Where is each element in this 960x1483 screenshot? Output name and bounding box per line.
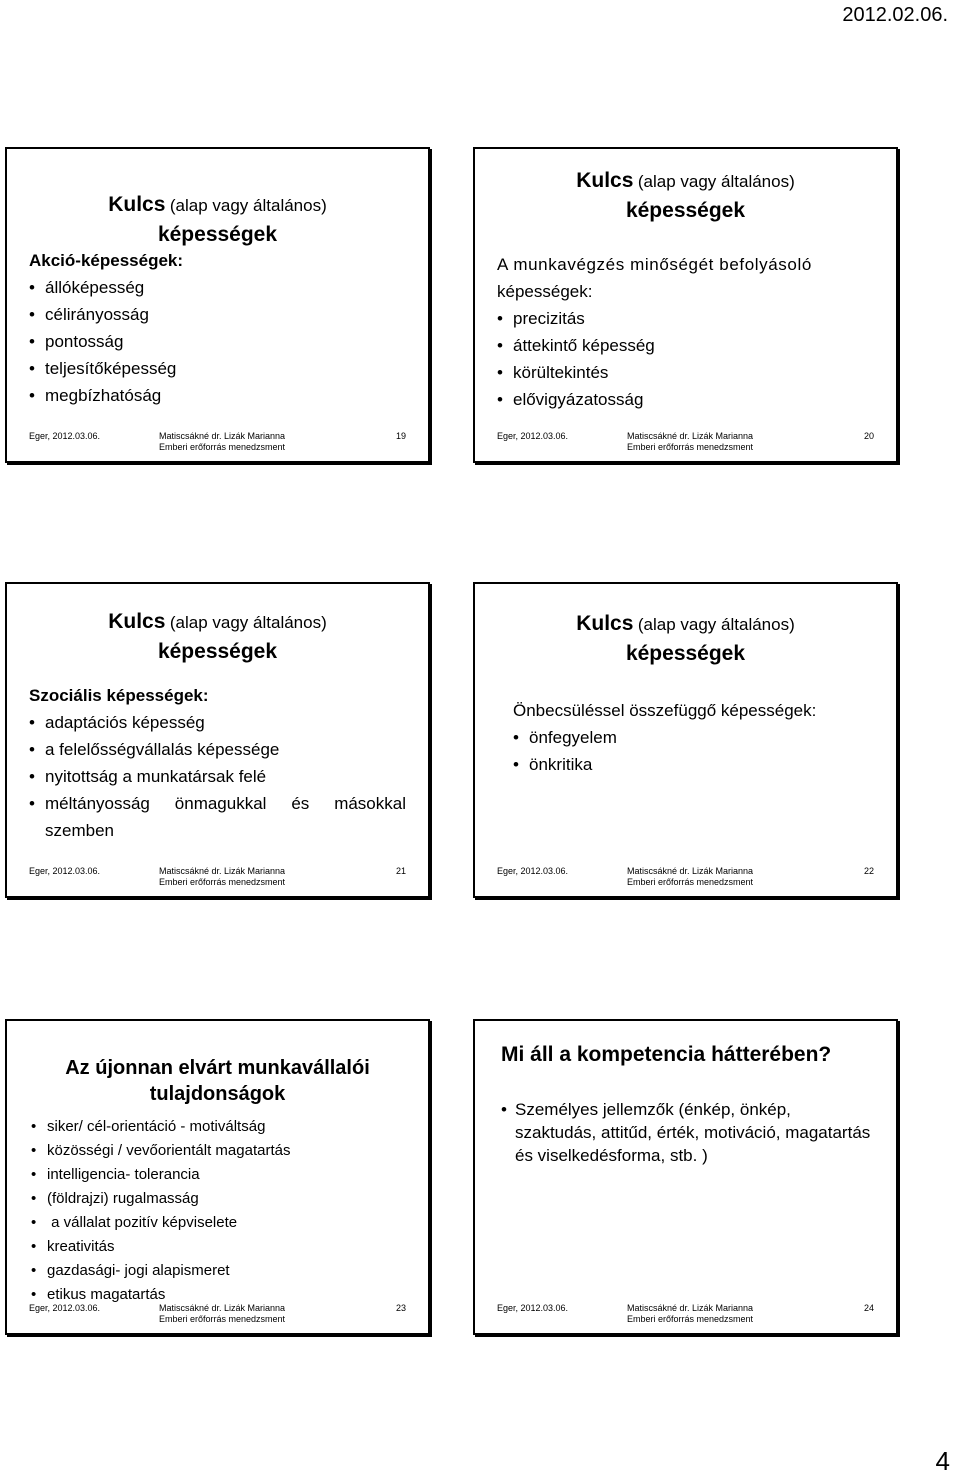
slide-footer [29,1303,406,1327]
footer-date: Eger, 2012.03.06. [497,1303,569,1313]
list-item: • precizitás [497,309,585,328]
slide-intro-cont: képességek: [497,282,593,301]
title-main: Kulcs [108,610,166,633]
slide-title: Mi áll a kompetencia hátterében? [501,1043,832,1066]
title-line2: képességek [157,223,278,246]
list-item: • körültekintés [497,363,609,382]
slide-content [501,1098,874,1167]
list-item: • pontosság [29,332,124,351]
list-item: • adaptációs képesség [29,713,205,732]
bullet-list [501,1098,874,1167]
slide-23 [5,1019,430,1335]
title-sub: (alap vagy általános) [169,613,327,632]
footer-date: Eger, 2012.03.06. [29,431,101,441]
title-sub: (alap vagy általános) [169,196,327,215]
bullet-list [29,709,406,844]
slide-24 [473,1019,898,1335]
title-main: Kulcs [576,169,634,192]
slide-footer [497,431,874,455]
list-item: • a vállalat pozitív képviselete [31,1214,238,1231]
list-item: • gazdasági- jogi alapismeret [31,1262,230,1279]
title-main: Kulcs [108,193,166,216]
list-item: • teljesítőképesség [29,359,177,378]
list-item: • a felelősségvállalás képessége [29,740,280,759]
slide-content [29,247,406,409]
list-item: • önfegyelem [513,728,617,747]
slide-21 [5,582,430,898]
slide-content [513,697,874,778]
list-item: • önkritika [513,755,593,774]
slide-intro: Szociális képességek: [29,686,209,705]
bullet-list [513,724,874,778]
slide-content [29,682,406,844]
slide-number: 22 [863,866,874,876]
bullet-list [31,1115,406,1307]
title-line2: képességek [157,640,278,663]
slide-20 [473,147,898,463]
slide-content [497,251,874,413]
slide-footer [29,866,406,890]
slide-number: 24 [863,1303,874,1313]
slide-number: 20 [863,431,874,441]
slide-title [495,610,876,668]
slide-number: 23 [395,1303,406,1313]
title-line2: képességek [625,199,746,222]
slide-footer [497,866,874,890]
footer-date: Eger, 2012.03.06. [29,866,101,876]
slide-number: 21 [395,866,406,876]
footer-author: Matiscsákné dr. Lizák Marianna Emberi erőforrás menedzsment [159,431,286,452]
slide-intro: Akció-képességek: [29,251,184,270]
list-item: • Személyes jellemzők (énkép, önkép, szaktudás, attitűd, érték, motiváció, magatartás és viselkedésforma, stb. ) [501,1100,871,1165]
list-item: • intelligencia- tolerancia [31,1166,200,1183]
list-item: • közösségi / vevőorientált magatartás [31,1142,291,1159]
title-line1: Az újonnan elvárt munkavállalói [65,1057,370,1079]
footer-author: Matiscsákné dr. Lizák Marianna Emberi erőforrás menedzsment [627,866,754,887]
list-item: • elővigyázatosság [497,390,644,409]
footer-author: Matiscsákné dr. Lizák Marianna Emberi erőforrás menedzsment [159,1303,286,1324]
footer-author: Matiscsákné dr. Lizák Marianna Emberi erőforrás menedzsment [627,431,754,452]
title-sub: (alap vagy általános) [637,172,795,191]
list-item: • állóképesség [29,278,145,297]
list-item: • áttekintő képesség [497,336,655,355]
slide-footer [497,1303,874,1327]
list-item: • siker/ cél-orientáció - motiváltság [31,1118,266,1135]
slide-intro: Önbecsüléssel összefüggő képességek: [513,701,817,720]
footer-date: Eger, 2012.03.06. [29,1303,101,1313]
footer-date: Eger, 2012.03.06. [497,431,569,441]
title-sub: (alap vagy általános) [637,615,795,634]
list-item: • megbízhatóság [29,386,162,405]
bullet-list [497,305,874,413]
slide-intro: A munkavégzés minőségét befolyásoló [497,255,812,274]
list-item: • nyitottság a munkatársak felé [29,767,267,786]
footer-author: Matiscsákné dr. Lizák Marianna Emberi erőforrás menedzsment [159,866,286,887]
list-item: • (földrajzi) rugalmasság [31,1190,199,1207]
list-item: • méltányosság önmagukkal és másokkal szemben [29,794,406,840]
title-main: Kulcs [576,612,634,635]
slide-title [27,1055,408,1107]
slide-22 [473,582,898,898]
page-number: 4 [935,1446,950,1476]
footer-author: Matiscsákné dr. Lizák Marianna Emberi erőforrás menedzsment [627,1303,754,1324]
bullet-list [29,274,406,409]
page-header-date: 2012.02.06. [842,4,948,26]
footer-date: Eger, 2012.03.06. [497,866,569,876]
slide-number: 19 [395,431,406,441]
list-item: • etikus magatartás [31,1286,166,1303]
slide-content [31,1115,406,1307]
slide-19 [5,147,430,463]
slide-title [27,608,408,666]
slide-footer [29,431,406,455]
title-line2: képességek [625,642,746,665]
list-item: • célirányosság [29,305,149,324]
slide-title [27,191,408,249]
list-item: • kreativitás [31,1238,115,1255]
title-line2: tulajdonságok [149,1083,286,1105]
slide-title [495,167,876,225]
